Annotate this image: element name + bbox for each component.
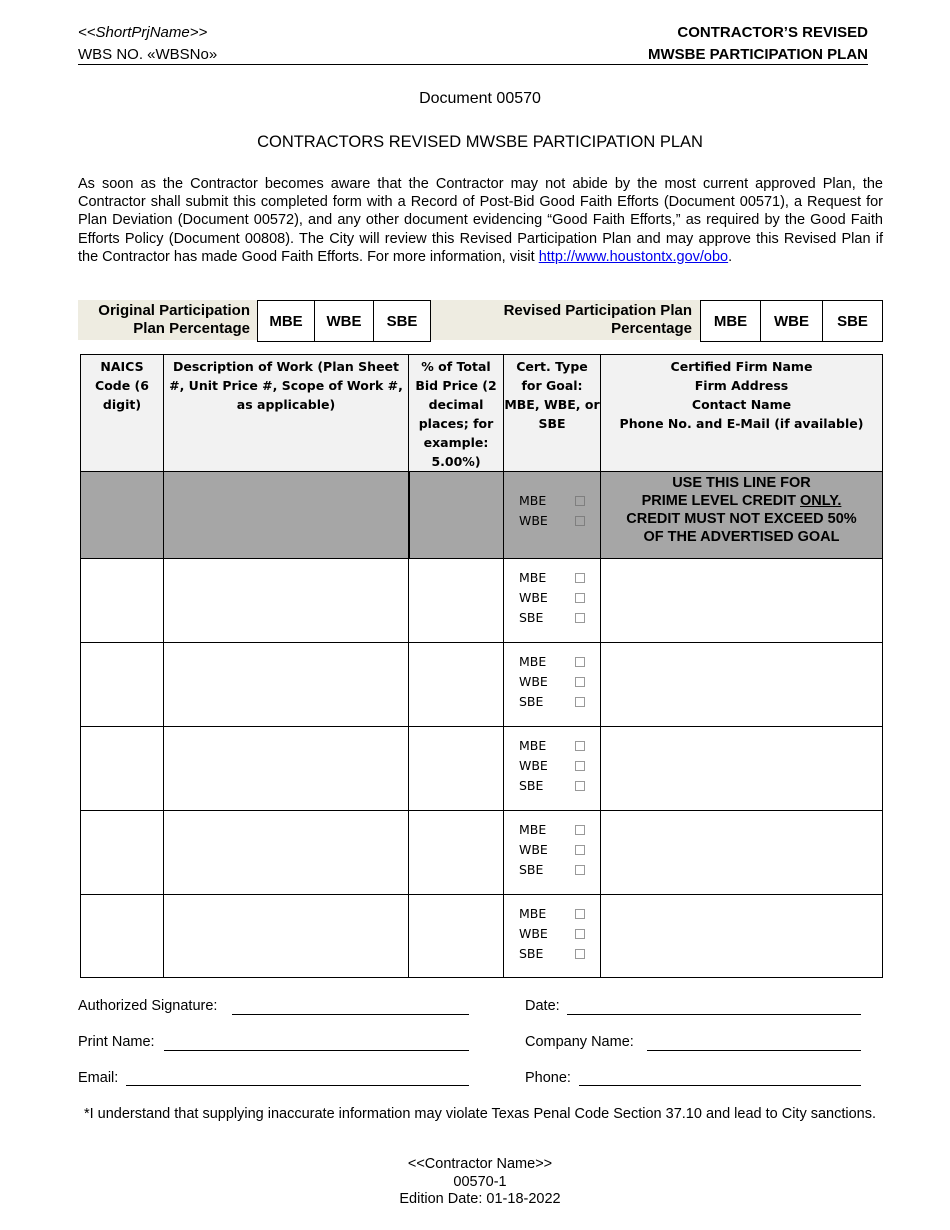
firm-header-line4: Phone No. and E-Mail (if available) <box>619 416 864 431</box>
header-left <box>78 22 217 66</box>
percent-header: % of Total Bid Price (2 decimal places; for example: 5.00%) <box>409 355 504 472</box>
cert-option-mbe[interactable] <box>519 904 585 924</box>
cert-option-label: WBE <box>519 758 548 773</box>
checkbox[interactable] <box>575 761 585 771</box>
cert-option-label: SBE <box>519 694 544 709</box>
percent-cell[interactable] <box>409 727 504 811</box>
table-header-row <box>81 355 883 472</box>
prime-naics-cell <box>81 472 164 559</box>
description-header: Description of Work (Plan Sheet #, Unit Price #, Scope of Work #, as applicable) <box>164 355 409 472</box>
prime-note-line: CREDIT MUST NOT EXCEED 50% <box>626 511 857 527</box>
revised-percentage-label: Revised Participation Plan Percentage <box>431 300 700 340</box>
naics-cell[interactable] <box>81 727 164 811</box>
phone-label: Phone: <box>525 1070 571 1086</box>
cert-cell <box>504 727 601 811</box>
prime-description-cell <box>164 472 409 559</box>
description-cell[interactable] <box>164 811 409 895</box>
original-mbe-box[interactable]: MBE <box>257 300 315 342</box>
prime-note-line <box>601 492 882 510</box>
cert-option-label: WBE <box>519 926 548 941</box>
header-right <box>648 22 868 66</box>
header-title-line1: CONTRACTOR’S REVISED <box>677 24 868 41</box>
cert-option-label: SBE <box>519 946 544 961</box>
cert-option-mbe[interactable] <box>519 491 585 511</box>
table-row <box>81 811 883 895</box>
checkbox[interactable] <box>575 845 585 855</box>
naics-header: NAICS Code (6 digit) <box>81 355 164 472</box>
project-name: <<ShortPrjName>> <box>78 24 208 41</box>
checkbox[interactable] <box>575 573 585 583</box>
prime-note-emphasis: ONLY. <box>800 493 842 509</box>
description-cell[interactable] <box>164 643 409 727</box>
cert-option-wbe[interactable] <box>519 924 585 944</box>
email-field[interactable] <box>126 1085 469 1086</box>
cert-option-sbe[interactable] <box>519 692 585 712</box>
description-cell[interactable] <box>164 895 409 978</box>
checkbox[interactable] <box>575 741 585 751</box>
checkbox[interactable] <box>575 516 585 526</box>
prime-row <box>81 472 883 559</box>
cert-option-sbe[interactable] <box>519 608 585 628</box>
cert-option-label: SBE <box>519 610 544 625</box>
checkbox[interactable] <box>575 781 585 791</box>
authorized-signature-label: Authorized Signature: <box>78 998 218 1014</box>
cert-option-sbe[interactable] <box>519 944 585 964</box>
percent-cell[interactable] <box>409 559 504 643</box>
phone-field[interactable] <box>579 1085 861 1086</box>
naics-cell[interactable] <box>81 559 164 643</box>
firm-cell[interactable] <box>601 559 883 643</box>
date-field[interactable] <box>567 1014 861 1015</box>
company-name-label: Company Name: <box>525 1034 634 1050</box>
checkbox[interactable] <box>575 697 585 707</box>
cert-option-mbe[interactable] <box>519 568 585 588</box>
checkbox[interactable] <box>575 949 585 959</box>
footer-contractor: <<Contractor Name>> <box>407 1156 553 1172</box>
intro-paragraph <box>78 175 883 266</box>
cert-option-label: MBE <box>519 738 547 753</box>
table-row <box>81 895 883 978</box>
cert-option-label: MBE <box>519 906 547 921</box>
checkbox[interactable] <box>575 929 585 939</box>
firm-cell[interactable] <box>601 895 883 978</box>
cert-option-wbe[interactable] <box>519 840 585 860</box>
cert-option-wbe[interactable] <box>519 672 585 692</box>
date-label: Date: <box>525 998 560 1014</box>
firm-cell[interactable] <box>601 727 883 811</box>
naics-cell[interactable] <box>81 895 164 978</box>
header-divider <box>78 64 868 65</box>
prime-note-line: USE THIS LINE FOR <box>672 475 811 491</box>
checkbox[interactable] <box>575 593 585 603</box>
disclaimer-text: *I understand that supplying inaccurate information may violate Texas Penal Code Section 37.10 and lead to City sanctions. <box>83 1106 877 1122</box>
table-row <box>81 559 883 643</box>
prime-note-text: PRIME LEVEL CREDIT <box>641 493 801 509</box>
percent-cell[interactable] <box>409 895 504 978</box>
cert-option-label: WBE <box>519 674 548 689</box>
checkbox[interactable] <box>575 825 585 835</box>
checkbox[interactable] <box>575 677 585 687</box>
document-number: Document 00570 <box>419 90 541 107</box>
obo-link[interactable]: http://www.houstontx.gov/obo <box>538 248 729 265</box>
cert-cell <box>504 811 601 895</box>
cert-option-mbe[interactable] <box>519 652 585 672</box>
cert-option-label: MBE <box>519 493 547 508</box>
cert-option-wbe[interactable] <box>519 588 585 608</box>
description-cell[interactable] <box>164 559 409 643</box>
authorized-signature-field[interactable] <box>232 1014 469 1015</box>
cert-cell <box>504 559 601 643</box>
cert-option-label: MBE <box>519 654 547 669</box>
cert-option-wbe[interactable] <box>519 511 585 531</box>
cert-option-label: WBE <box>519 590 548 605</box>
description-cell[interactable] <box>164 727 409 811</box>
header-title-line2: MWSBE PARTICIPATION PLAN <box>648 46 868 63</box>
cert-option-label: MBE <box>519 822 547 837</box>
email-label: Email: <box>78 1070 119 1086</box>
cert-option-sbe[interactable] <box>519 860 585 880</box>
cert-cell <box>504 643 601 727</box>
firm-header-line3: Contact Name <box>691 397 792 412</box>
penal-code-disclaimer <box>0 1106 950 1124</box>
naics-cell[interactable] <box>81 811 164 895</box>
checkbox[interactable] <box>575 613 585 623</box>
prime-percent-cell <box>409 472 504 559</box>
cert-option-wbe[interactable] <box>519 756 585 776</box>
prime-credit-note <box>601 472 883 559</box>
percent-cell[interactable] <box>409 643 504 727</box>
cert-option-label: WBE <box>519 842 548 857</box>
checkbox[interactable] <box>575 496 585 506</box>
cert-option-label: SBE <box>519 778 544 793</box>
cert-option-label: MBE <box>519 570 547 585</box>
participation-table <box>80 354 883 978</box>
naics-cell[interactable] <box>81 643 164 727</box>
firm-header-line1: Certified Firm Name <box>670 359 813 374</box>
original-wbe-box[interactable]: WBE <box>314 300 374 342</box>
company-name-field[interactable] <box>647 1050 861 1051</box>
original-sbe-box[interactable]: SBE <box>373 300 431 342</box>
checkbox[interactable] <box>575 657 585 667</box>
cert-option-sbe[interactable] <box>519 776 585 796</box>
revised-sbe-box[interactable]: SBE <box>822 300 883 342</box>
document-title: CONTRACTORS REVISED MWSBE PARTICIPATION PLAN <box>257 133 703 151</box>
cert-option-label: WBE <box>519 513 548 528</box>
cert-type-header: Cert. Type for Goal: MBE, WBE, or SBE <box>504 355 601 472</box>
firm-header-line2: Firm Address <box>694 378 789 393</box>
percent-cell[interactable] <box>409 811 504 895</box>
original-percentage-label: Original Participation Plan Percentage <box>78 300 258 340</box>
revised-wbe-box[interactable]: WBE <box>760 300 823 342</box>
wbs-number: WBS NO. «WBSNo» <box>78 46 218 63</box>
print-name-field[interactable] <box>164 1050 469 1051</box>
print-name-label: Print Name: <box>78 1034 155 1050</box>
table-row <box>81 643 883 727</box>
cert-option-mbe[interactable] <box>519 820 585 840</box>
intro-end: . <box>728 248 733 265</box>
revised-mbe-box[interactable]: MBE <box>700 300 761 342</box>
firm-cell[interactable] <box>601 811 883 895</box>
checkbox[interactable] <box>575 909 585 919</box>
cert-option-label: SBE <box>519 862 544 877</box>
page-footer <box>0 1156 950 1209</box>
prime-note-line: OF THE ADVERTISED GOAL <box>643 529 840 545</box>
checkbox[interactable] <box>575 865 585 875</box>
cert-cell <box>504 895 601 978</box>
firm-cell[interactable] <box>601 643 883 727</box>
table-row <box>81 727 883 811</box>
intro-text: As soon as the Contractor becomes aware that the Contractor may not abide by the most current approved Plan, the Contractor shall submit this completed form with a Record of Post-Bid Good Faith Efforts (Document 00571), a Request for Plan Deviation (Document 00572), and any other document evidencing “Good Faith Efforts,” as required by the Good Faith Efforts Policy (Document 00808). The City will review this Revised Participation Plan and may approve this Revised Plan if the Contractor has made Good Faith Efforts. For more information, visit <box>78 176 883 265</box>
footer-page-number: 00570-1 <box>453 1173 507 1190</box>
prime-cert-cell <box>504 472 601 559</box>
cert-option-mbe[interactable] <box>519 736 585 756</box>
footer-edition-date: Edition Date: 01-18-2022 <box>399 1191 561 1207</box>
firm-header <box>601 355 883 472</box>
